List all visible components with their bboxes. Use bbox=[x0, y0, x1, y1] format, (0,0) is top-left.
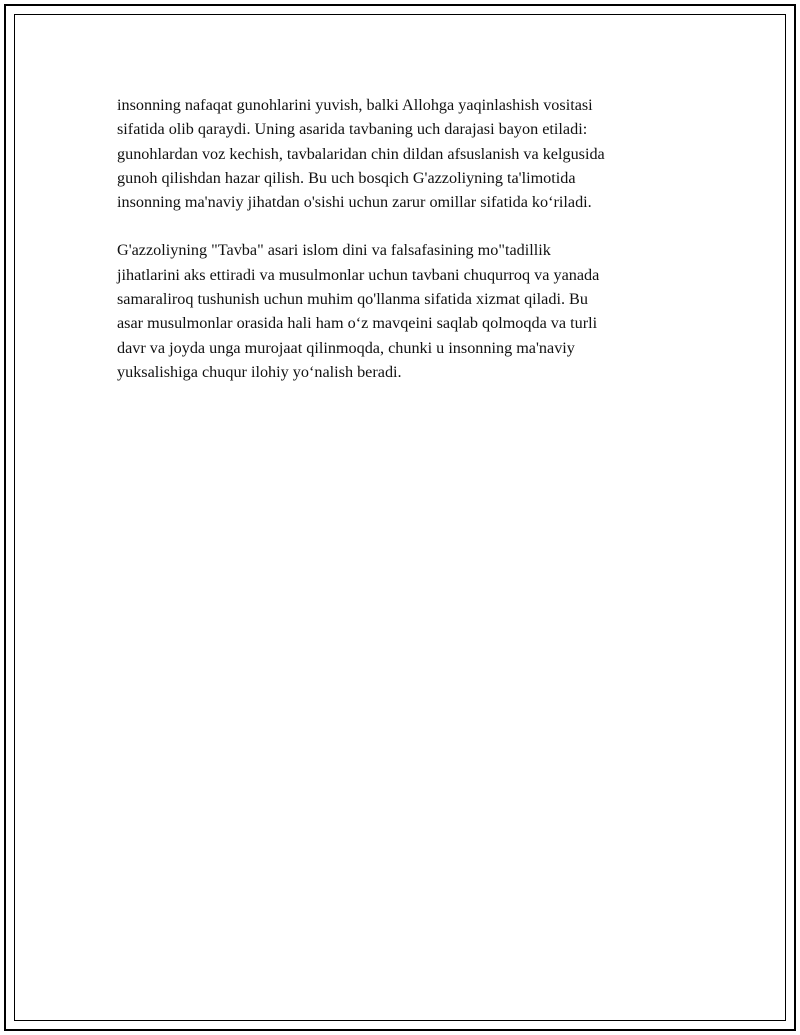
paragraph-line: yuksalishiga chuqur ilohiy yoʻnalish beradi. bbox=[117, 362, 402, 381]
paragraph-line: davr va joyda unga murojaat qilinmoqda, chunki u insonning ma'naviy bbox=[117, 338, 575, 357]
document-body bbox=[117, 93, 677, 384]
paragraph-2 bbox=[117, 238, 677, 384]
paragraph-line: gunoh qilishdan hazar qilish. Bu uch bosqich G'azzoliyning ta'limotida bbox=[117, 168, 576, 187]
paragraph-1 bbox=[117, 93, 677, 214]
paragraph-line: jihatlarini aks ettiradi va musulmonlar uchun tavbani chuqurroq va yanada bbox=[117, 265, 600, 284]
paragraph-line: gunohlardan voz kechish, tavbalaridan chin dildan afsuslanish va kelgusida bbox=[117, 144, 605, 163]
paragraph-line: sifatida olib qaraydi. Uning asarida tavbaning uch darajasi bayon etiladi: bbox=[117, 120, 588, 139]
paragraph-line: samaraliroq tushunish uchun muhim qo'llanma sifatida xizmat qiladi. Bu bbox=[117, 290, 588, 309]
paragraph-line: insonning nafaqat gunohlarini yuvish, balki Allohga yaqinlashish vositasi bbox=[117, 96, 593, 114]
paragraph-line: G'azzoliyning "Tavba" asari islom dini va falsafasining mo"tadillik bbox=[117, 241, 551, 260]
paragraph-line: insonning ma'naviy jihatdan o'sishi uchun zarur omillar sifatida koʻriladi. bbox=[117, 193, 592, 212]
paragraph-line: asar musulmonlar orasida hali ham oʻz mavqeini saqlab qolmoqda va turli bbox=[117, 314, 598, 333]
